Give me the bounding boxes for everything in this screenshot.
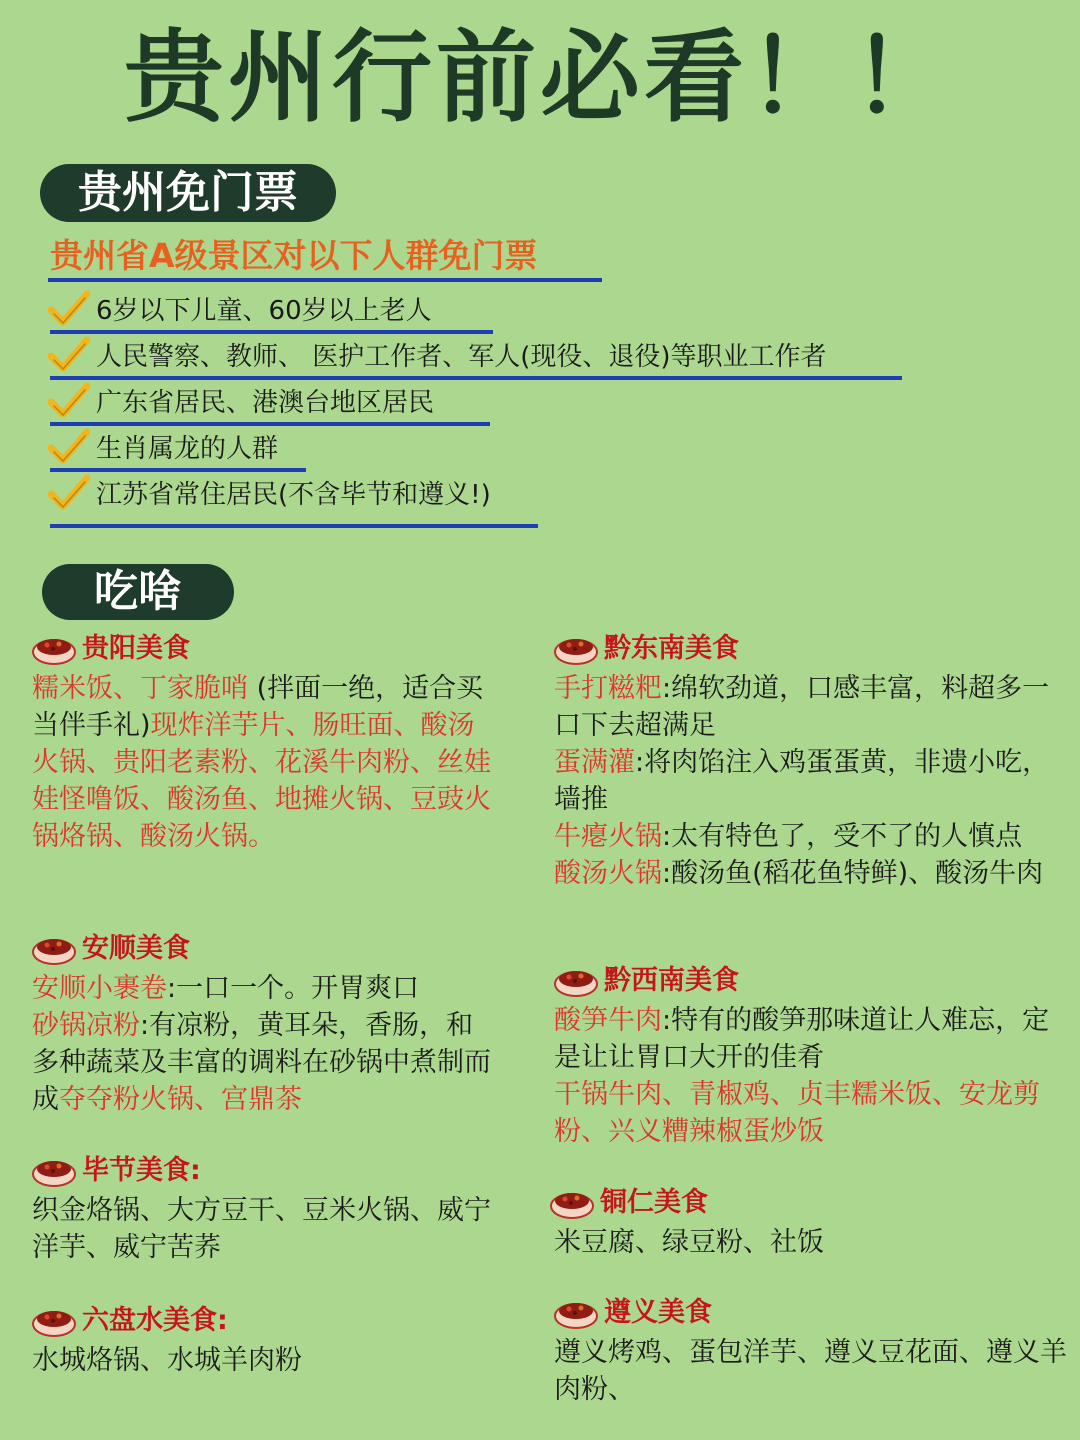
dish-description: :酸汤鱼(稻花鱼特鲜)、酸汤牛肉 [662, 858, 1044, 889]
food-bowl-icon [554, 632, 598, 666]
ticket-subheading: 贵州省A级景区对以下人群免门票 [50, 236, 538, 275]
region-body [32, 1192, 496, 1266]
ticket-item-text: 生肖属龙的人群 [96, 434, 279, 464]
subheading-underline [48, 278, 602, 282]
dish-description: :绵软劲道，口感丰富，料超多一口下去超满足 [554, 673, 1050, 741]
region-body [550, 1224, 1070, 1261]
dish-highlight: 夺夺粉火锅、宫鼎茶 [59, 1084, 302, 1115]
region-guiyang [32, 630, 496, 855]
item-underline [50, 524, 538, 528]
dish-highlight: 砂锅凉粉 [32, 1010, 140, 1041]
food-bowl-icon [550, 1186, 594, 1220]
dish-description: :将肉馅注入鸡蛋蛋黄，非遗小吃，墙推 [554, 747, 1050, 815]
dish-description: :太有特色了，受不了的人慎点 [662, 821, 1023, 852]
region-name: 贵阳美食 [82, 633, 190, 664]
food-bowl-icon [554, 964, 598, 998]
region-body [32, 1342, 496, 1379]
checkmark-icon [48, 474, 90, 512]
dish-description: :有凉粉，黄耳朵，香肠，和多种蔬菜及丰富的调料在砂锅中煮制而成 [32, 1010, 491, 1115]
dish-highlight: 干锅牛肉、青椒鸡、贞丰糯米饭、安龙剪粉、兴义糟辣椒蛋炒饭 [554, 1079, 1040, 1147]
item-underline [50, 422, 490, 426]
region-qianxinan [554, 962, 1070, 1150]
ticket-item-text: 人民警察、教师、 医护工作者、军人(现役、退役)等职业工作者 [96, 342, 827, 372]
region-body [554, 1002, 1070, 1150]
region-body [554, 1334, 1070, 1408]
dish-description: 遵义烤鸡、蛋包洋芋、遵义豆花面、遵义羊肉粉、 [554, 1337, 1067, 1405]
region-bijie [32, 1152, 496, 1266]
section-pill-what-to-eat: 吃啥 [42, 564, 234, 620]
dish-description: :一口一个。开胃爽口 [167, 973, 420, 1004]
region-name: 安顺美食 [82, 933, 190, 964]
ticket-item-text: 6岁以下儿童、60岁以上老人 [96, 296, 432, 326]
dish-highlight: 酸汤火锅 [554, 858, 662, 889]
food-bowl-icon [554, 1296, 598, 1330]
checkmark-icon [48, 336, 90, 374]
region-name: 黔西南美食 [604, 965, 739, 996]
dish-highlight: 手打糍粑 [554, 673, 662, 704]
food-bowl-icon [32, 1154, 76, 1188]
ticket-item-text: 江苏省常住居民(不含毕节和遵义!) [96, 480, 491, 510]
region-name: 铜仁美食 [600, 1187, 708, 1218]
region-name: 黔东南美食 [604, 633, 739, 664]
item-underline [50, 330, 493, 334]
region-body [32, 970, 496, 1118]
region-body [554, 670, 1076, 892]
region-tongren [550, 1184, 1070, 1261]
checkmark-icon [48, 382, 90, 420]
dish-highlight: 糯米饭、丁家脆哨 [32, 673, 248, 704]
region-anshun [32, 930, 496, 1118]
dish-highlight: 安顺小裹卷 [32, 973, 167, 1004]
checkmark-icon [48, 290, 90, 328]
dish-highlight: 酸笋牛肉 [554, 1005, 662, 1036]
food-bowl-icon [32, 932, 76, 966]
region-liupanshui [32, 1302, 496, 1379]
region-name: 遵义美食 [604, 1297, 712, 1328]
food-bowl-icon [32, 1304, 76, 1338]
food-bowl-icon [32, 632, 76, 666]
dish-description: 米豆腐、绿豆粉、社饭 [554, 1227, 824, 1258]
ticket-item-text: 广东省居民、港澳台地区居民 [96, 388, 435, 418]
region-zunyi [554, 1294, 1070, 1408]
region-qiandongnan [554, 630, 1076, 892]
region-name: 六盘水美食: [82, 1305, 228, 1336]
region-body [32, 670, 496, 855]
item-underline [50, 376, 902, 380]
item-underline [50, 468, 306, 472]
dish-description: :特有的酸笋那味道让人难忘，定是让让胃口大开的佳肴 [554, 1005, 1050, 1073]
dish-highlight: 蛋满灌 [554, 747, 635, 778]
dish-highlight: 牛瘪火锅 [554, 821, 662, 852]
dish-highlight: 现炸洋芋片、肠旺面、酸汤火锅、贵阳老素粉、花溪牛肉粉、丝娃娃怪噜饭、酸汤鱼、地摊火锅、豆豉火锅烙锅、酸汤火锅。 [32, 710, 491, 852]
dish-description: 水城烙锅、水城羊肉粉 [32, 1345, 302, 1376]
section-pill-free-tickets: 贵州免门票 [40, 164, 336, 222]
page-title: 贵州行前必看！！ [124, 19, 956, 136]
checkmark-icon [48, 428, 90, 466]
dish-description: 织金烙锅、大方豆干、豆米火锅、威宁洋芋、威宁苦荞 [32, 1195, 491, 1263]
region-name: 毕节美食: [82, 1155, 201, 1186]
dish-description: (拌面一绝，适合买当伴手礼) [32, 673, 484, 741]
